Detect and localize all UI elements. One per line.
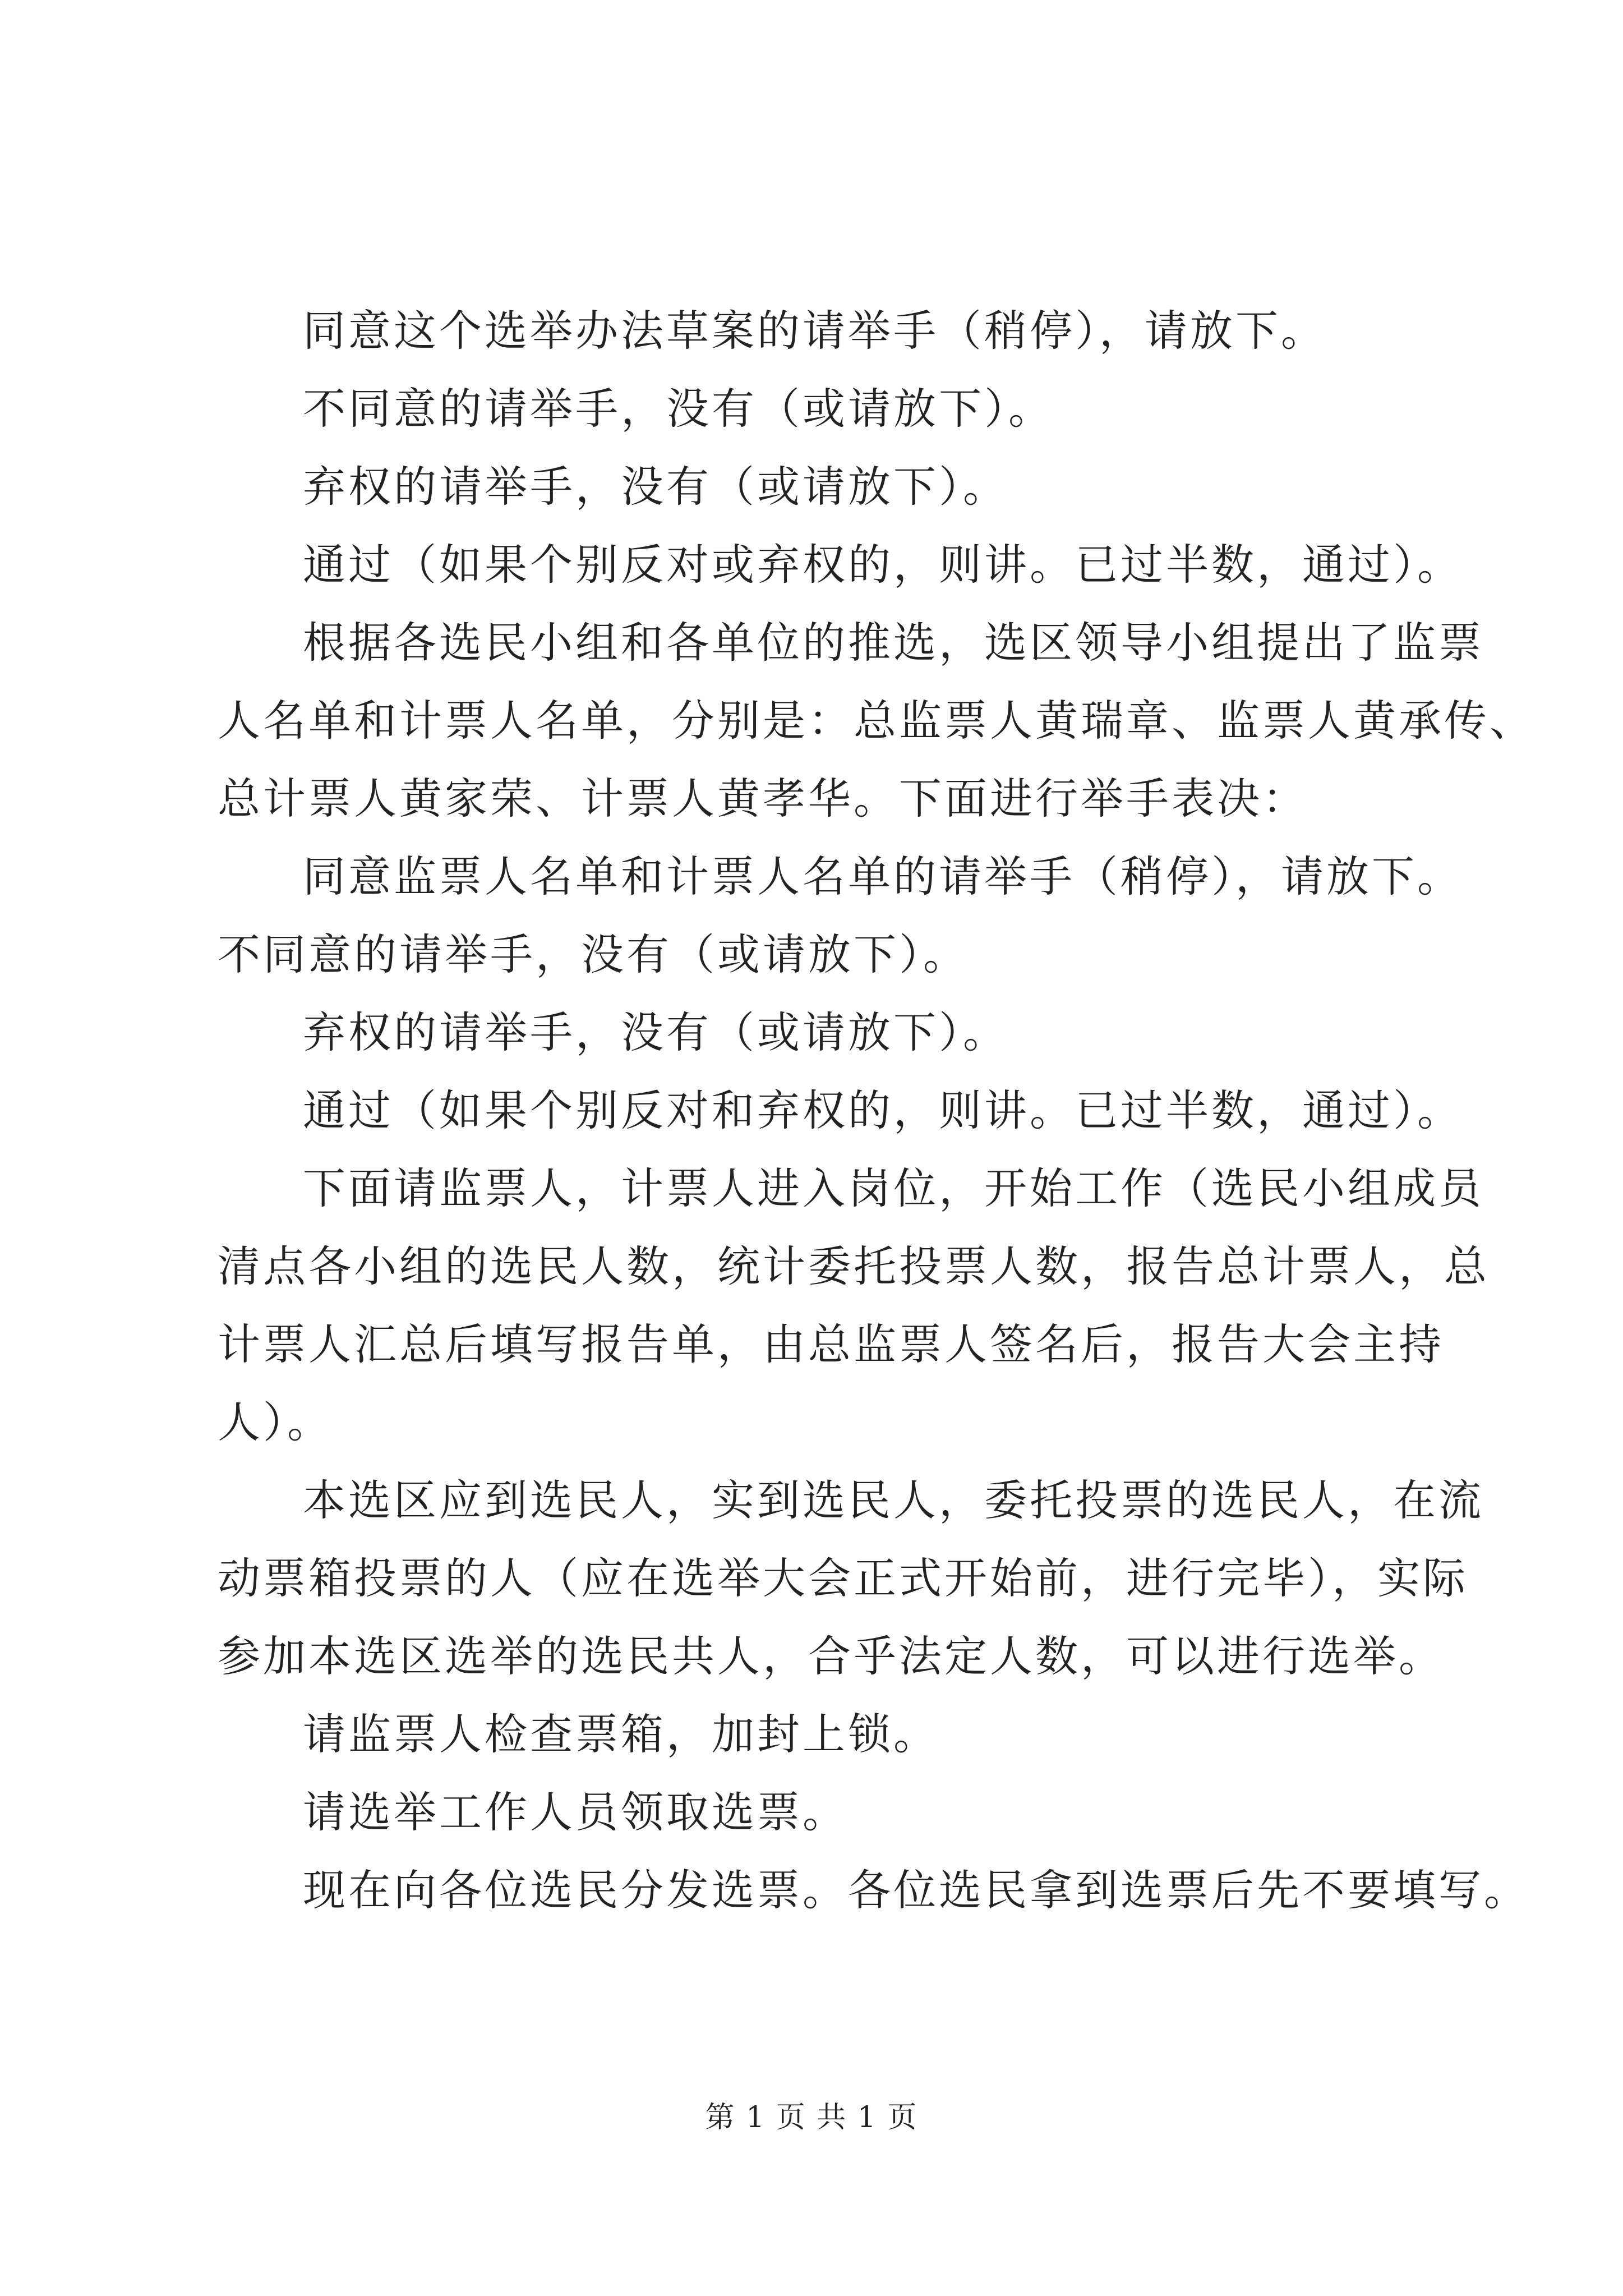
paragraph-line: 动票箱投票的人（应在选举大会正式开始前，进行完毕），实际 [218, 1553, 1468, 1603]
page-number-footer: 第 1 页 共 1 页 [705, 2101, 918, 2134]
paragraph-line: 下面请监票人，计票人进入岗位，开始工作（选民小组成员 [303, 1163, 1484, 1213]
document-body [218, 292, 1535, 1929]
paragraph-line: 总计票人黄家荣、计票人黄孝华。下面进行举手表决： [218, 774, 1308, 823]
paragraph-line: 同意监票人名单和计票人名单的请举手（稍停），请放下。 [303, 852, 1463, 901]
paragraph-line: 参加本选区选举的选民共人，合乎法定人数，可以进行选举。 [218, 1631, 1444, 1681]
paragraph-line: 通过（如果个别反对和弃权的，则讲。已过半数，通过）。 [303, 1085, 1463, 1135]
paragraph-line: 弃权的请举手，没有（或请放下）。 [303, 1007, 1008, 1057]
paragraph-line: 人名单和计票人名单，分别是：总监票人黄瑞章、监票人黄承传、 [218, 696, 1535, 746]
paragraph-line: 计票人汇总后填写报告单，由总监票人签名后，报告大会主持 [218, 1319, 1444, 1369]
paragraph-line: 清点各小组的选民人数，统计委托投票人数，报告总计票人，总 [218, 1241, 1490, 1291]
paragraph-line: 请选举工作人员领取选票。 [303, 1787, 848, 1837]
paragraph-line: 请监票人检查票箱，加封上锁。 [303, 1709, 939, 1759]
paragraph-line: 根据各选民小组和各单位的推选，选区领导小组提出了监票 [303, 618, 1484, 668]
paragraph-line: 弃权的请举手，没有（或请放下）。 [303, 462, 1008, 512]
paragraph-line: 不同意的请举手，没有（或请放下）。 [218, 930, 969, 979]
paragraph-line: 本选区应到选民人，实到选民人，委托投票的选民人，在流 [303, 1475, 1484, 1525]
paragraph-line: 人）。 [218, 1397, 333, 1447]
paragraph-line: 不同意的请举手，没有（或请放下）。 [303, 384, 1054, 434]
paragraph-line: 现在向各位选民分发选票。各位选民拿到选票后先不要填写。 [303, 1865, 1529, 1915]
paragraph-line: 同意这个选举办法草案的请举手（稍停），请放下。 [303, 306, 1326, 356]
paragraph-line: 通过（如果个别反对或弃权的，则讲。已过半数，通过）。 [303, 540, 1463, 590]
